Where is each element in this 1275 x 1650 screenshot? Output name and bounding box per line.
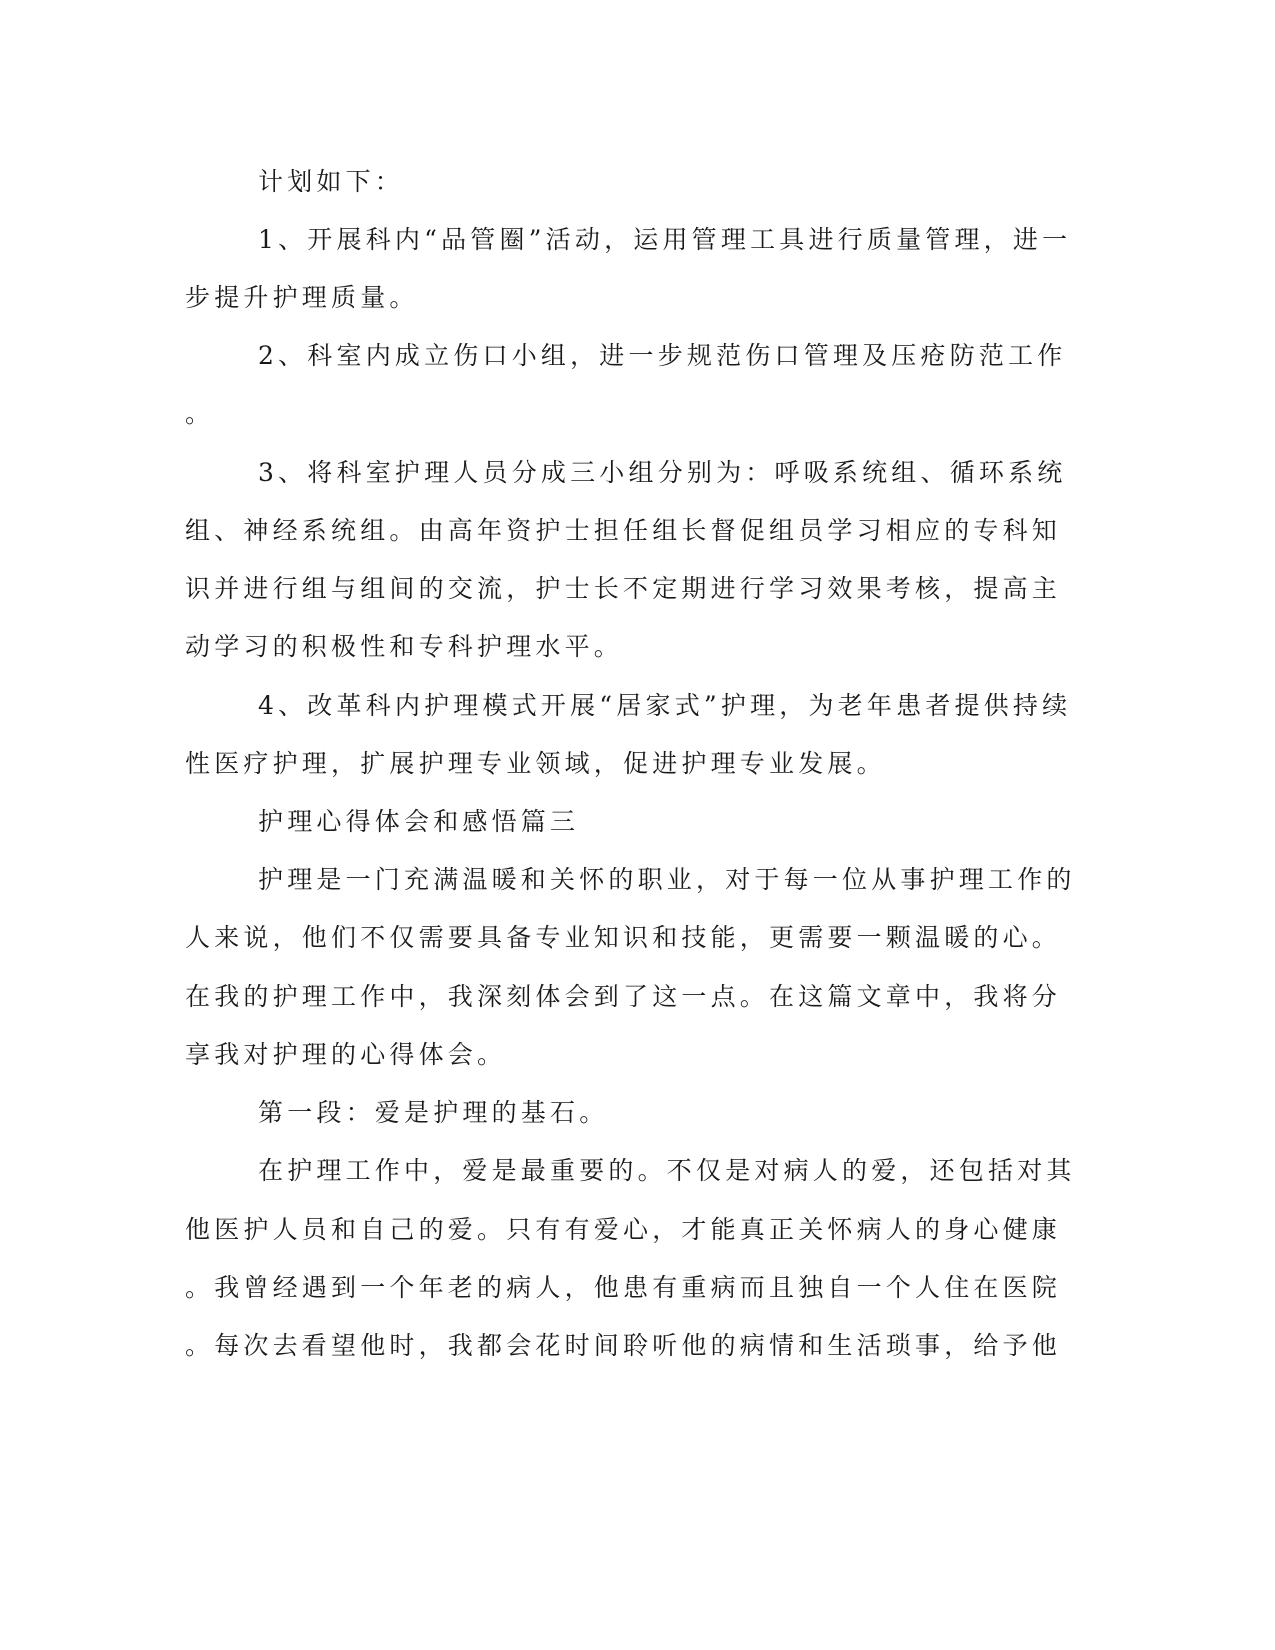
paragraph-line: 组、神经系统组。由高年资护士担任组长督促组员学习相应的专科知: [185, 516, 1062, 545]
subsection-heading: 第一段：爱是护理的基石。: [258, 1098, 609, 1127]
paragraph-line: 识并进行组与组间的交流，护士长不定期进行学习效果考核，提高主: [185, 574, 1062, 603]
paragraph-line: 3、将科室护理人员分成三小组分别为：呼吸系统组、循环系统: [258, 458, 1067, 487]
paragraph-line: 1、开展科内“品管圈”活动，运用管理工具进行质量管理，进一: [258, 225, 1072, 254]
paragraph-line: 2、科室内成立伤口小组，进一步规范伤口管理及压疮防范工作: [258, 341, 1067, 370]
paragraph-line: 享我对护理的心得体会。: [185, 1040, 507, 1069]
paragraph-line: 。: [185, 399, 215, 428]
paragraph-line: 。我曾经遇到一个年老的病人，他患有重病而且独自一个人住在医院: [185, 1273, 1062, 1302]
paragraph-line: 他医护人员和自己的爱。只有有爱心，才能真正关怀病人的身心健康: [185, 1215, 1062, 1244]
paragraph-line: 动学习的积极性和专科护理水平。: [185, 632, 624, 661]
plan-heading: 计划如下：: [258, 167, 405, 196]
section-title: 护理心得体会和感悟篇三: [258, 807, 580, 836]
paragraph-line: 在护理工作中，爱是最重要的。不仅是对病人的爱，还包括对其: [258, 1156, 1076, 1185]
paragraph-line: 护理是一门充满温暖和关怀的职业，对于每一位从事护理工作的: [258, 865, 1076, 894]
paragraph-line: 人来说，他们不仅需要具备专业知识和技能，更需要一颗温暖的心。: [185, 923, 1062, 952]
paragraph-line: 在我的护理工作中，我深刻体会到了这一点。在这篇文章中，我将分: [185, 982, 1062, 1011]
paragraph-line: 4、改革科内护理模式开展“居家式”护理，为老年患者提供持续: [258, 691, 1072, 720]
paragraph-line: 步提升护理质量。: [185, 283, 419, 312]
paragraph-line: 性医疗护理，扩展护理专业领域，促进护理专业发展。: [185, 749, 886, 778]
paragraph-line: 。每次去看望他时，我都会花时间聆听他的病情和生活琐事，给予他: [185, 1331, 1062, 1360]
